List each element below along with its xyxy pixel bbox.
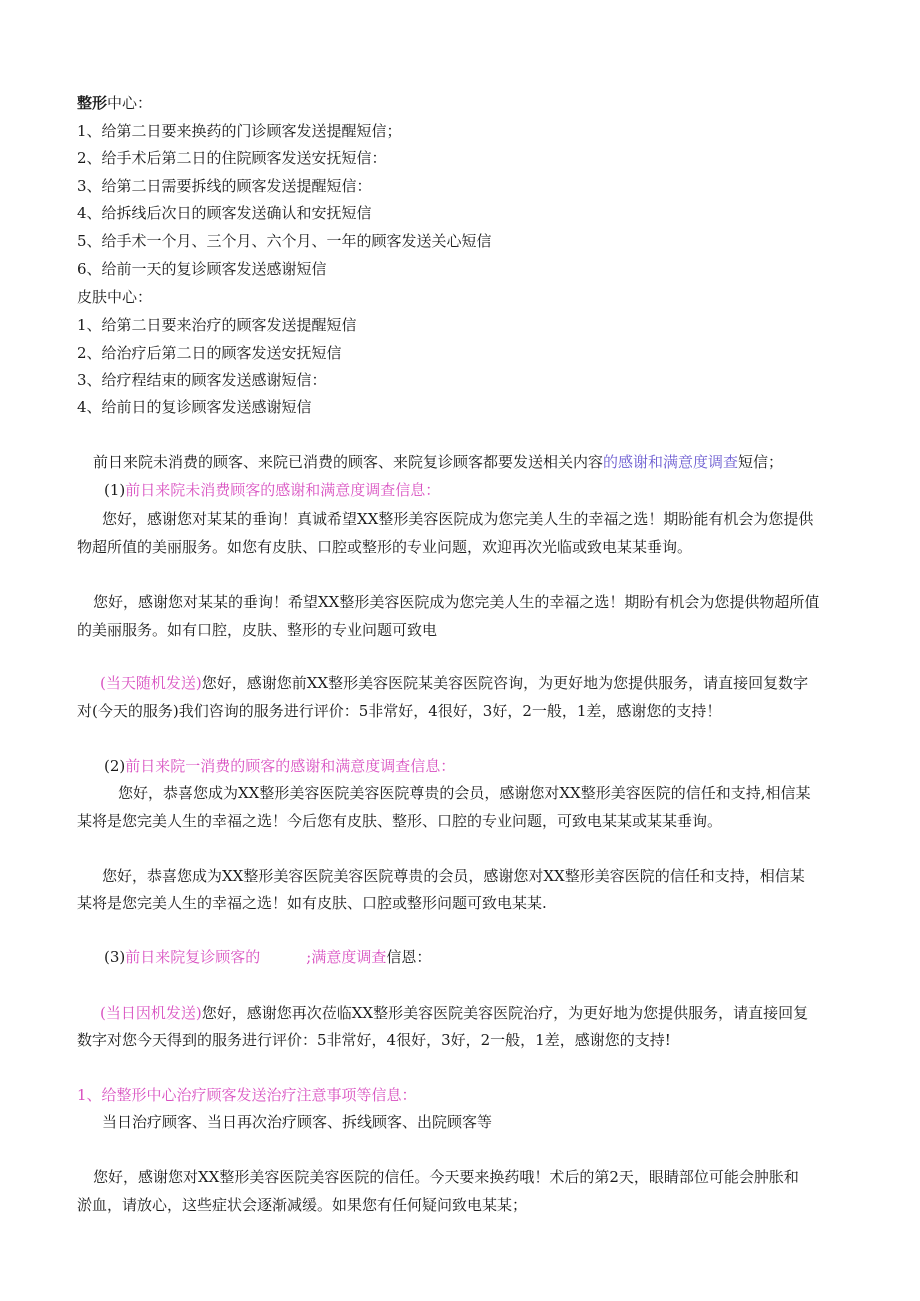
plastic-center-heading xyxy=(77,93,152,113)
notice-targets: 当日治疗顾客、当日再次治疗顾客、拆线顾客、出院顾客等 xyxy=(102,1113,493,1131)
skin-item-4: 4、给前日的复诊顾客发送感谢短信 xyxy=(77,398,312,416)
skin-center-heading: 皮肤中心： xyxy=(77,288,153,306)
section1-msg3-line2: 对(今天的服务)我们咨询的服务进行评价：5非常好，4很好，3好，2一般，1差，感谢您的支持！ xyxy=(77,702,722,720)
plastic-item-4: 4、给拆线后次日的顾客发送确认和安抚短信 xyxy=(77,204,372,222)
plastic-center-heading-rest: 中心： xyxy=(107,94,153,112)
intro-after: 短信； xyxy=(738,453,784,471)
intro-paragraph xyxy=(93,452,783,472)
section1-msg2-line1: 您好，感谢您对某某的垂询！希望XX整形美容医院成为您完美人生的幸福之选！期盼有机会为您提供物超所值 xyxy=(93,593,820,611)
section1-title: 前日来院未消费顾客的感谢和满意度调查信息： xyxy=(125,481,441,499)
notice-title: 1、给整形中心治疗顾客发送治疗注意事项等信息： xyxy=(77,1086,417,1104)
section3-msg-tag: (当日因机发送) xyxy=(100,1004,202,1022)
section3-msg-line1 xyxy=(100,1003,808,1023)
section2-msg1-line2: 某将是您完美人生的幸福之选！今后您有皮肤、整形、口腔的专业问题，可致电某某或某某垂询。 xyxy=(77,812,723,830)
section1-msg3-text: 您好，感谢您前XX整形美容医院某美容医院咨询，为更好地为您提供服务，请直接回复数字 xyxy=(201,674,809,692)
section2-msg2-line2: 某将是您完美人生的幸福之选！如有皮肤、口腔或整形问题可致电某某. xyxy=(77,894,547,912)
intro-before: 前日来院未消费的顾客、来院已消费的顾客、来院复诊顾客都要发送相关内容 xyxy=(93,453,604,471)
skin-item-1: 1、给第二日要来治疗的顾客发送提醒短信 xyxy=(77,316,357,334)
section2-title: 前日来院一消费的顾客的感谢和满意度调查信息： xyxy=(125,757,456,775)
section2-msg1-line1: 您好，恭喜您成为XX整形美容医院美容医院尊贵的会员，感谢您对XX整形美容医院的信任和支持,相信某 xyxy=(118,784,811,802)
section3-msg-line2: 数字对您今天得到的服务进行评价：5非常好，4很好，3好，2一般，1差，感谢您的支持! xyxy=(77,1031,671,1049)
section2-msg2-line1: 您好，恭喜您成为XX整形美容医院美容医院尊贵的会员，感谢您对XX整形美容医院的信任和支持，相信某 xyxy=(102,867,805,885)
skin-item-3: 3、给疗程结束的顾客发送感谢短信： xyxy=(77,371,327,389)
notice-msg-line1: 您好，感谢您对XX整形美容医院美容医院的信任。今天要来换药哦！术后的第2天，眼睛部位可能会肿胀和 xyxy=(93,1168,799,1186)
plastic-item-2: 2、给手术后第二日的住院顾客发送安抚短信： xyxy=(77,149,387,167)
skin-item-2: 2、给治疗后第二日的顾客发送安抚短信 xyxy=(77,344,342,362)
section1-msg2-line2: 的美丽服务。如有口腔，皮肤、整形的专业问题可致电 xyxy=(77,621,438,639)
plastic-center-heading-bold: 整形 xyxy=(77,94,108,112)
section3-title-c: 信恩： xyxy=(386,948,432,966)
plastic-item-5: 5、给手术一个月、三个月、六个月、一年的顾客发送关心短信 xyxy=(77,232,492,250)
plastic-item-3: 3、给第二日需要拆线的顾客发送提醒短信： xyxy=(77,177,372,195)
section3-heading xyxy=(104,947,431,967)
plastic-item-6: 6、给前一天的复诊顾客发送感谢短信 xyxy=(77,260,327,278)
section1-msg3-tag: (当天随机发送) xyxy=(100,674,202,692)
intro-highlight: 的感谢和满意度调查 xyxy=(603,453,739,471)
plastic-item-1: 1、给第二日要来换药的门诊顾客发送提醒短信； xyxy=(77,122,402,140)
notice-msg-line2: 淤血，请放心，这些症状会逐渐减缓。如果您有任何疑问致电某某； xyxy=(77,1196,528,1214)
section2-heading xyxy=(104,756,455,776)
section1-num: (1) xyxy=(104,481,126,499)
section1-msg3-line1 xyxy=(100,673,808,693)
section3-title-a: 前日来院复诊顾客的 xyxy=(125,948,261,966)
section3-num: (3) xyxy=(104,948,126,966)
section3-msg-text: 您好，感谢您再次莅临XX整形美容医院美容医院治疗，为更好地为您提供服务，请直接回复 xyxy=(201,1004,809,1022)
section2-num: (2) xyxy=(104,757,126,775)
section1-msg1-line1: 您好，感谢您对某某的垂询！真诚希望XX整形美容医院成为您完美人生的幸福之选！期盼能有机会为您提供 xyxy=(102,510,814,528)
section1-msg1-line2: 物超所值的美丽服务。如您有皮肤、口腔或整形的专业问题，欢迎再次光临或致电某某垂询。 xyxy=(77,538,693,556)
section1-heading xyxy=(104,480,440,500)
section3-title-b: ;满意度调查 xyxy=(306,948,387,966)
